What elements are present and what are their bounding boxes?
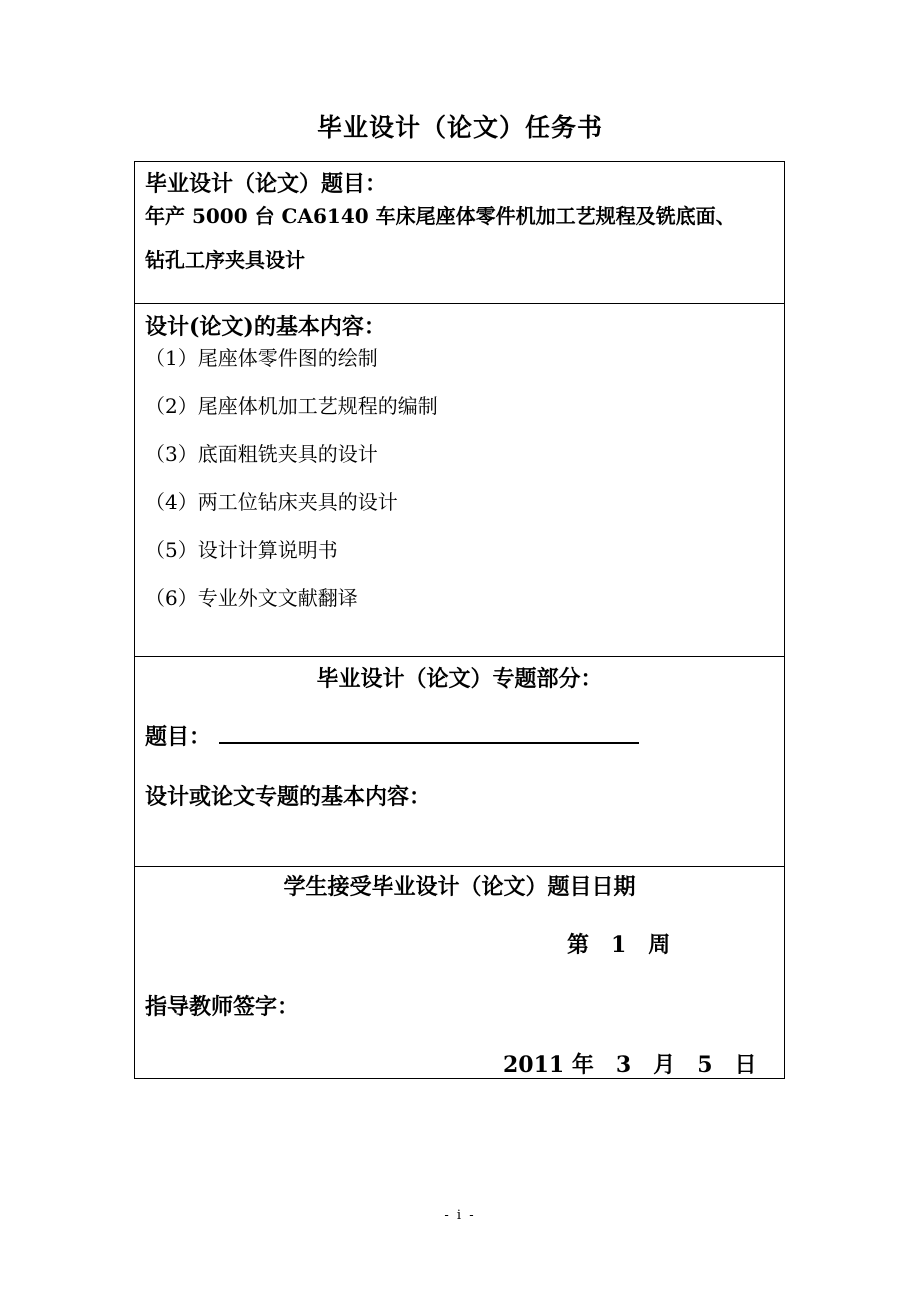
content-item-2: （2）尾座体机加工艺规程的编制 — [145, 394, 438, 418]
topic-line-1: 年产 5000 台 CA6140 车床尾座体零件机加工艺规程及铣底面、 — [145, 204, 736, 228]
week-value: 第 1 周 — [567, 932, 671, 958]
special-heading: 毕业设计（论文）专题部分： — [316, 666, 603, 692]
page-number: - i - — [444, 1208, 476, 1223]
content-item-4: （4）两工位钻床夹具的设计 — [145, 490, 398, 514]
date-heading: 学生接受毕业设计（论文）题目日期 — [283, 874, 636, 900]
advisor-signature-label: 指导教师签字： — [145, 994, 300, 1020]
topic-label: 毕业设计（论文）题目： — [145, 171, 388, 197]
content-label: 设计(论文)的基本内容： — [145, 314, 386, 340]
special-topic-label: 题目： — [145, 724, 212, 750]
date-value: 2011 年 3 月 5 日 — [503, 1052, 757, 1078]
row-divider-3 — [135, 866, 784, 867]
content-item-3: （3）底面粗铣夹具的设计 — [145, 442, 378, 466]
task-table — [134, 161, 785, 1079]
row-divider-2 — [135, 656, 784, 657]
content-item-1: （1）尾座体零件图的绘制 — [145, 346, 378, 370]
topic-line-2: 钻孔工序夹具设计 — [145, 248, 305, 272]
page-title: 毕业设计（论文）任务书 — [316, 113, 603, 142]
special-content-label: 设计或论文专题的基本内容： — [145, 784, 432, 810]
content-item-6: （6）专业外文文献翻译 — [145, 586, 358, 610]
row-divider-1 — [135, 303, 784, 304]
topic-underline — [219, 742, 639, 744]
content-item-5: （5）设计计算说明书 — [145, 538, 338, 562]
